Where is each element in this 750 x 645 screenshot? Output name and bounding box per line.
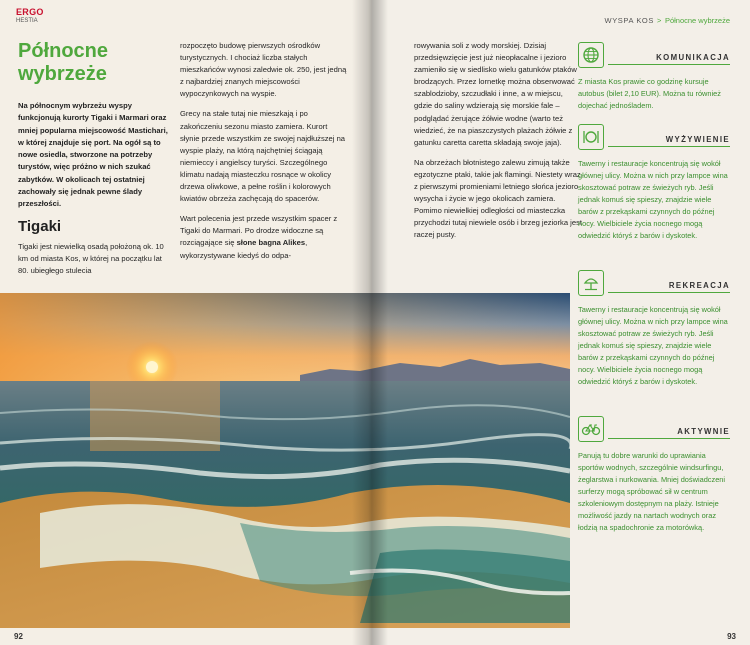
left-col2-paragraph-1: rozpoczęto budowę pierwszych ośrodków turystycznych. I chociaż liczba stałych mieszkańców wynosi zaledwie ok. 250, jest jedną z najbardziej znanych miejscowości wypoczynkowych na wyspie.	[180, 41, 347, 99]
bicycle-icon	[578, 416, 604, 442]
publisher-logo: ERGO HESTIA	[16, 7, 44, 24]
section-rule	[608, 146, 730, 147]
section-text: Tawerny i restauracje koncentrują się wokół głównej ulicy. Można w nich przy lampce wina skosztować potraw ze świeżych ryb. Jeśli jednak komuś się spieszy, znajdzie wiele barów z przekąskami czynnych do późnej nocy. Wielbiciele życia nocnego mogą odwiedzić któryś z barów i dyskotek.	[578, 305, 728, 386]
section-wyzywienie	[578, 124, 730, 242]
left-col1-paragraph: Tigaki jest niewielką osadą położoną ok. 10 km od miasta Kos, w której na początku lat 80. ubiegłego stulecia	[18, 242, 164, 276]
page-number-left: 92	[14, 632, 23, 641]
right-paragraph-2: Na obrzeżach błotnistego zalewu zimują także egzotyczne ptaki, takie jak flamingi. Niestety wraz z pierwszymi promieniami letniego słońca jezioro wysycha i życie w jego okolicach zamiera. Pomimo niewielkiej odległości od miasteczka przychodzi tutaj niewiele osób i brzeg jeziorka jest raczej pusty.	[414, 157, 582, 240]
section-aktywnie	[578, 416, 730, 534]
left-col2-paragraph-3: Wart polecenia jest przede wszystkim spacer z Tigaki do Marmari. Po drodze widoczne są rozciągające się słone bagna Alikes, wykorzystywane kiedyś do odpa-	[180, 214, 338, 260]
section-title: REKREACJA	[668, 281, 730, 290]
bold-place-name: słone bagna Alikes	[236, 238, 306, 248]
section-title: KOMUNIKACJA	[656, 53, 730, 62]
section-text: Z miasta Kos prawie co godzinę kursuje autobus (bilet 2,10 EUR). Można tu również dojechać jednośladem.	[578, 77, 721, 110]
page-number-right: 93	[727, 632, 736, 641]
section-text: Panują tu dobre warunki do uprawiania sportów wodnych, szczególnie windsurfingu, żeglarstwa i nurkowania. Mniej doświadczeni surferzy mogą spróbować sił w centrum szkoleniowym dostępnym na plaży. Istnieje możliwość jazdy na nartach wodnych oraz łodzią na spadochronie za motorówką.	[578, 451, 726, 532]
section-title: AKTYWNIE	[677, 427, 730, 436]
plate-cutlery-icon	[578, 124, 604, 150]
beach-umbrella-icon	[578, 270, 604, 296]
subheading-tigaki: Tigaki	[18, 218, 62, 235]
left-col2-paragraph-2: Grecy na stałe tutaj nie mieszkają i po zakończeniu sezonu miasto zamiera. Kurort słynie przede wszystkim ze swojej najdłuższej na wyspie plaży, na którą najchętniej ściągają niemieccy i angielscy turyści. Szczególnego klimatu nadają miasteczku rosnące w okolicy drzewa oliwkowe, a pełne roślin i kolorowych kwiatów obrzeża zachęcają do spacerów.	[180, 109, 346, 204]
section-rule	[608, 292, 730, 293]
bus-globe-icon	[578, 42, 604, 68]
left-col2	[180, 40, 348, 270]
section-rule	[608, 438, 730, 439]
intro-paragraph: Na północnym wybrzeżu wyspy funkcjonują kurorty Tigaki i Marmari oraz mniej popularna miejscowość Mastichari, w której znajduje się port. Na ogół są to nowe osiedla, stworzone na potrzeby turystów, więc próżno w nich szukać zabytków. W okolicach tej ostatniej zachowały się jednak pewne ślady przeszłości.	[18, 101, 168, 209]
section-rule	[608, 64, 730, 65]
running-head: WYSPA KOS > Północne wybrzeże	[604, 16, 730, 25]
right-col1	[414, 40, 582, 250]
section-text: Tawerny i restauracje koncentrują się wokół głównej ulicy. Można w nich przy lampce wina skosztować potraw ze świeżych ryb. Jeśli jednak komuś się spieszy, znajdzie wiele barów z przekąskami czynnych do późnej nocy. Wielbiciele życia nocnego mogą odwiedzić któryś z barów i dyskotek.	[578, 159, 728, 240]
sunset-beach-photo	[0, 293, 570, 628]
chapter-title: Północne wybrzeże	[18, 40, 109, 85]
section-title: WYŻYWIENIE	[665, 135, 730, 144]
section-komunikacja	[578, 42, 730, 112]
section-rekreacja	[578, 270, 730, 388]
right-paragraph-1: rowywania soli z wody morskiej. Dzisiaj przedsięwzięcie jest już nieopłacalne i jezioro zamieniło się w siedlisko wielu gatunków ptaków brodzących. Przez lornetkę można obserwować szablodzioby, szczudłaki i inne, a w miejscu, gdzie do saliny wdzierają się morskie fale – podglądać żerujące żółwie wodne (warto też wiedzieć, że na piaszczystych plażach żółwie z gatunku caretta caretta składają swoje jaja).	[414, 41, 577, 147]
